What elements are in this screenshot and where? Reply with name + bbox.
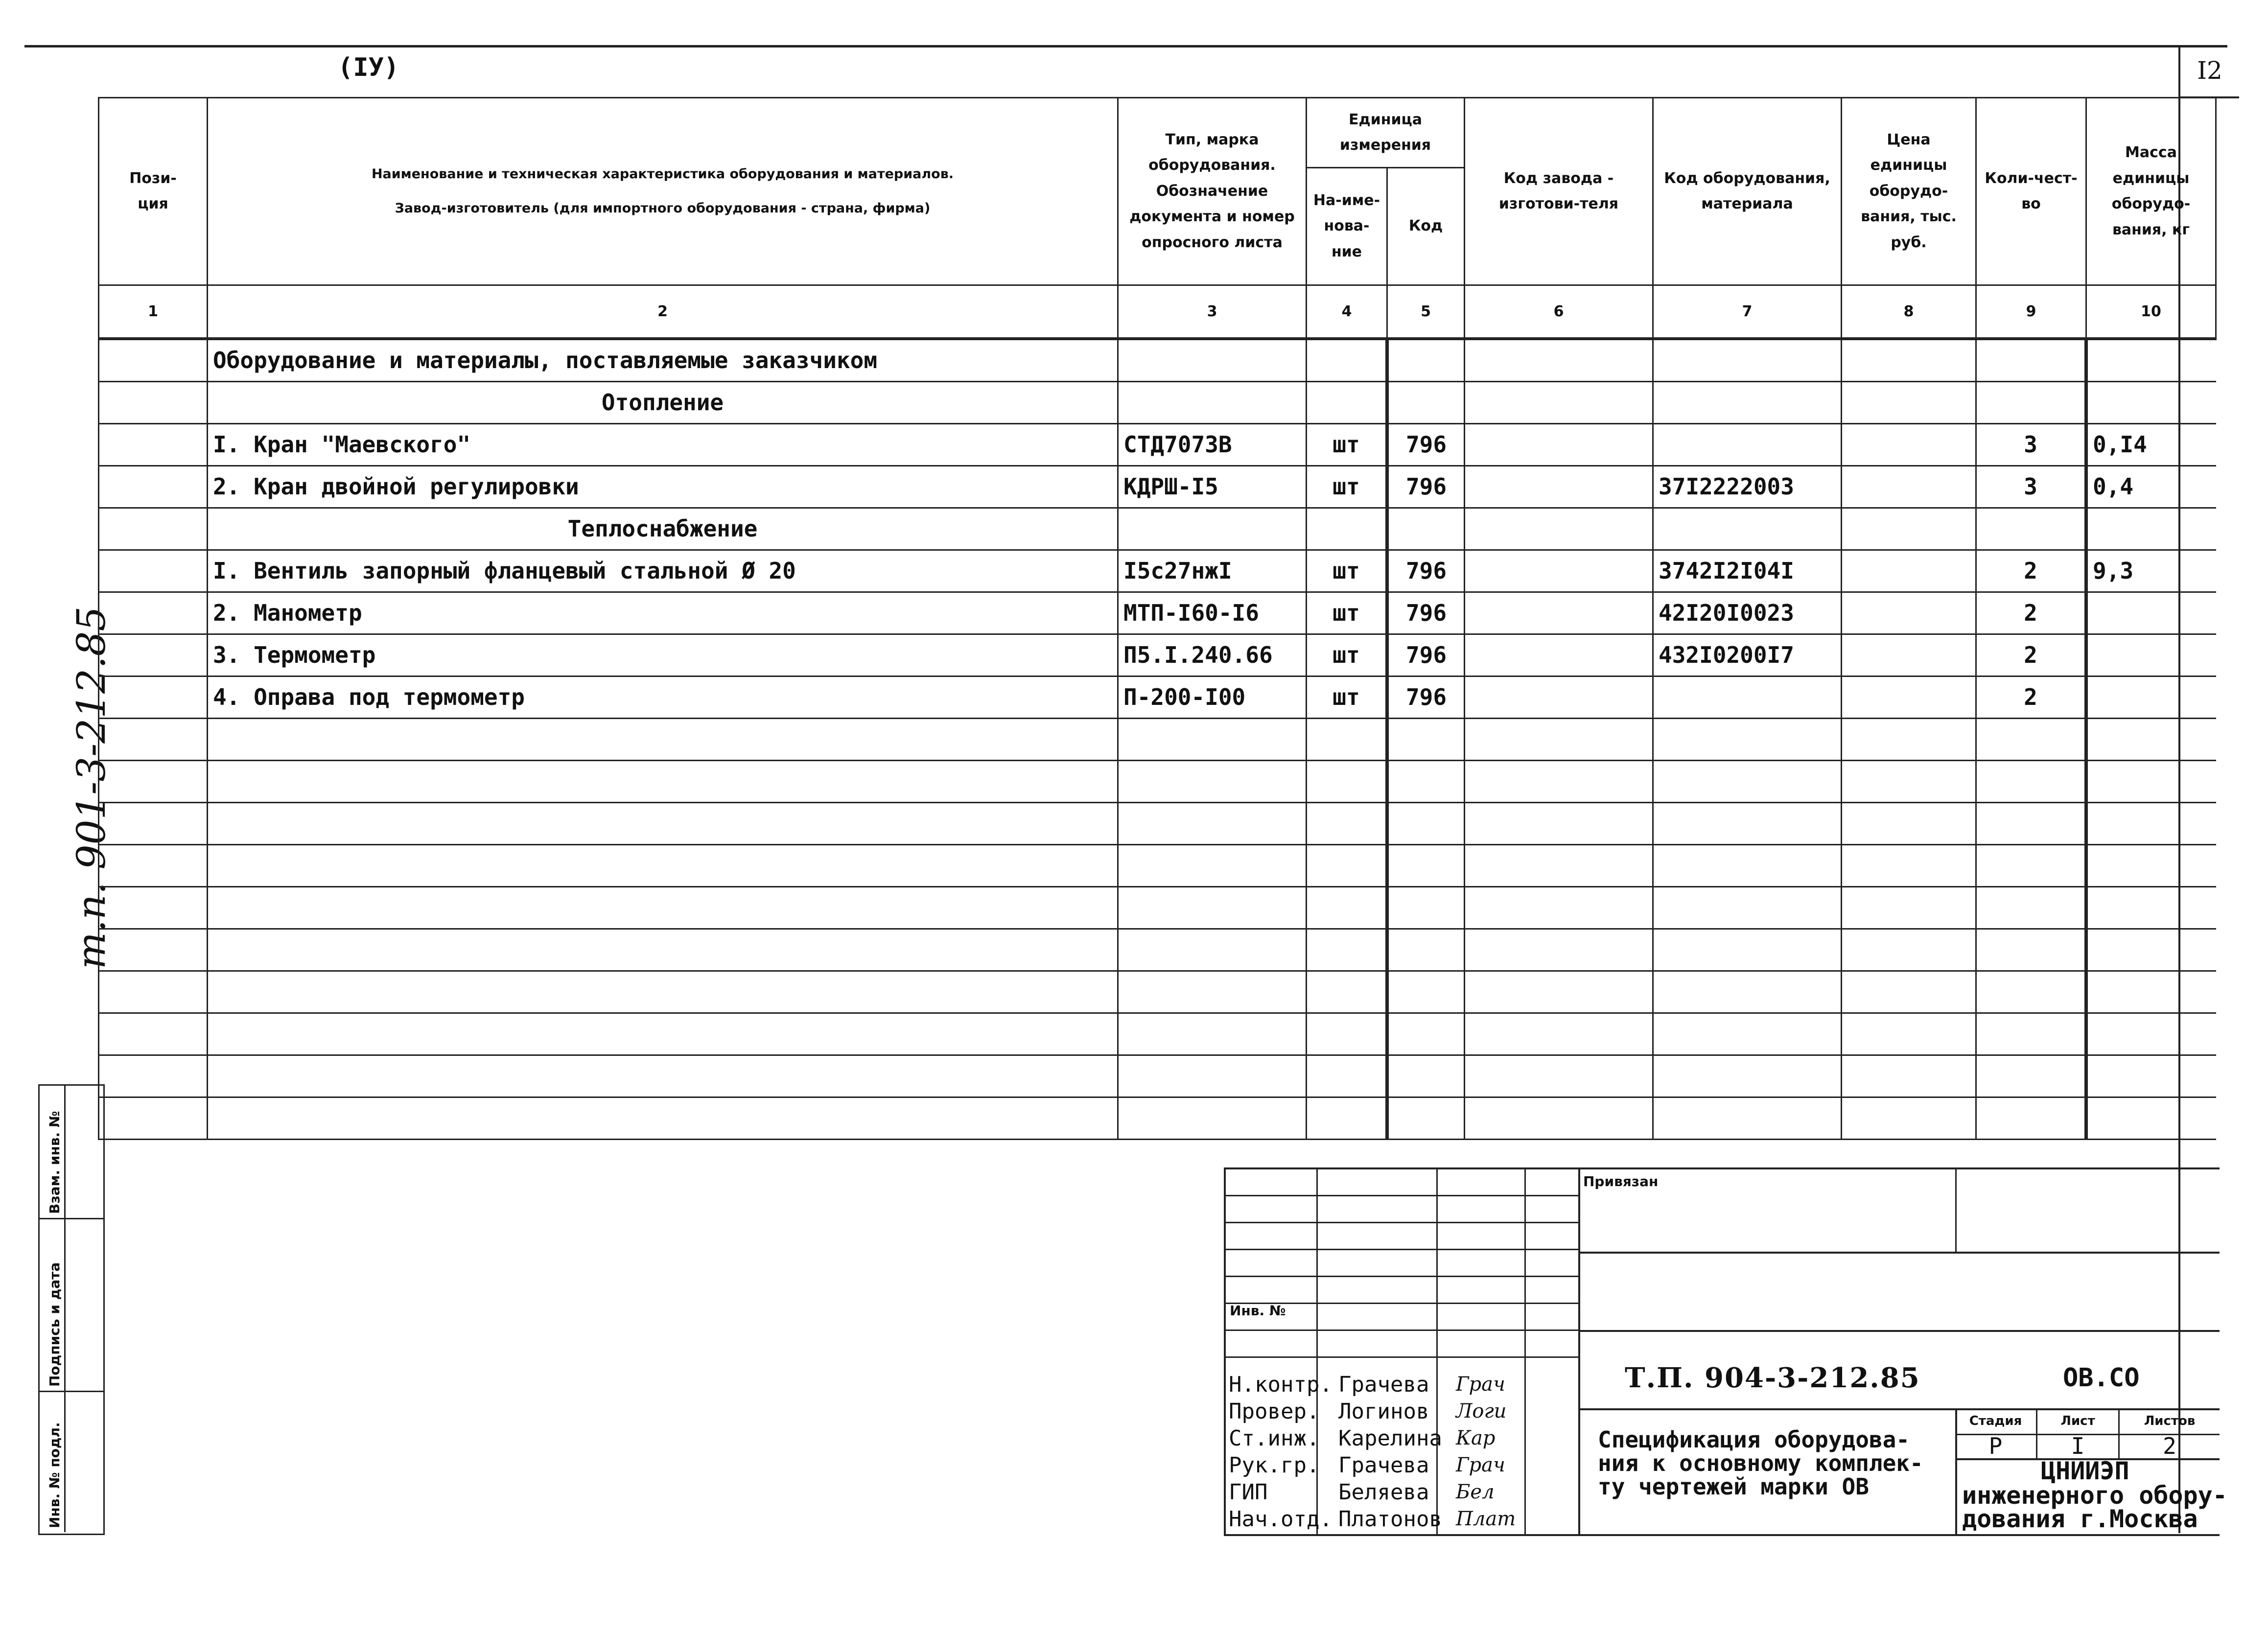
cell-equipment-code: 3742I2I04I bbox=[1653, 550, 1842, 592]
cell-position bbox=[99, 1013, 208, 1055]
cell-type bbox=[1118, 719, 1307, 761]
cell-type bbox=[1118, 761, 1307, 803]
revision-grid bbox=[1226, 1169, 1580, 1534]
cell-price bbox=[1842, 761, 1976, 803]
cell-price bbox=[1842, 719, 1976, 761]
cell-position bbox=[99, 971, 208, 1013]
podpis-cell bbox=[40, 1219, 103, 1392]
signature-role: Рук.гр. bbox=[1229, 1453, 1320, 1478]
signature-name: Грачева bbox=[1338, 1453, 1429, 1478]
cell-name: Оборудование и материалы, поставляемые заказчиком bbox=[208, 339, 1118, 382]
cell-equipment-code bbox=[1653, 929, 1842, 971]
cell-unit: шт bbox=[1307, 676, 1387, 719]
cell-equipment-code bbox=[1653, 719, 1842, 761]
cell-unit-code bbox=[1387, 845, 1465, 887]
stage-header bbox=[1955, 1408, 2220, 1435]
cell-price bbox=[1842, 887, 1976, 929]
cell-position bbox=[99, 761, 208, 803]
sheet-value: I bbox=[2037, 1434, 2120, 1458]
inv-cell bbox=[40, 1392, 103, 1532]
cell-name: Отопление bbox=[208, 382, 1118, 424]
cell-maker-code bbox=[1465, 424, 1653, 466]
cell-name: 4. Оправа под термометр bbox=[208, 676, 1118, 719]
cell-name bbox=[208, 971, 1118, 1013]
header-price: Цена единицы оборудо-вания, тыс. руб. bbox=[1842, 98, 1976, 285]
cell-mass bbox=[2086, 592, 2216, 634]
cell-name bbox=[208, 887, 1118, 929]
cell-position bbox=[99, 550, 208, 592]
cell-unit-code: 796 bbox=[1387, 424, 1465, 466]
cell-name bbox=[208, 761, 1118, 803]
cell-price bbox=[1842, 1013, 1976, 1055]
signature-sig: Логи bbox=[1456, 1400, 1507, 1422]
cell-unit-code bbox=[1387, 803, 1465, 845]
cell-maker-code bbox=[1465, 466, 1653, 508]
cell-equipment-code bbox=[1653, 1055, 1842, 1097]
cell-equipment-code bbox=[1653, 1097, 1842, 1140]
signature-row bbox=[1226, 1398, 1578, 1425]
cell-quantity bbox=[1976, 1097, 2086, 1140]
cell-position bbox=[99, 929, 208, 971]
cell-unit bbox=[1307, 339, 1387, 382]
cell-quantity bbox=[1976, 382, 2086, 424]
cell-equipment-code bbox=[1653, 845, 1842, 887]
cell-quantity: 3 bbox=[1976, 466, 2086, 508]
cell-unit-code bbox=[1387, 761, 1465, 803]
cell-quantity: 2 bbox=[1976, 634, 2086, 676]
cell-quantity: 3 bbox=[1976, 424, 2086, 466]
table-row bbox=[99, 845, 2216, 887]
cell-unit-code: 796 bbox=[1387, 592, 1465, 634]
org-line: дования г.Москва bbox=[1962, 1505, 2198, 1533]
colnum: 4 bbox=[1307, 285, 1387, 339]
cell-position bbox=[99, 508, 208, 550]
header-maker-code: Код завода - изготови-теля bbox=[1465, 98, 1653, 285]
signature-role: Ст.инж. bbox=[1229, 1426, 1320, 1451]
signature-row bbox=[1226, 1371, 1578, 1398]
cell-price bbox=[1842, 676, 1976, 719]
cell-name: I. Кран "Маевского" bbox=[208, 424, 1118, 466]
cell-unit bbox=[1307, 1013, 1387, 1055]
colnum: 7 bbox=[1653, 285, 1842, 339]
cell-unit bbox=[1307, 719, 1387, 761]
cell-name: Теплоснабжение bbox=[208, 508, 1118, 550]
signature-name: Карелина bbox=[1338, 1426, 1442, 1451]
cell-quantity bbox=[1976, 719, 2086, 761]
cell-maker-code bbox=[1465, 845, 1653, 887]
cell-unit-code bbox=[1387, 929, 1465, 971]
table-row bbox=[99, 971, 2216, 1013]
cell-maker-code bbox=[1465, 550, 1653, 592]
cell-equipment-code bbox=[1653, 1013, 1842, 1055]
table-row bbox=[99, 803, 2216, 845]
top-code: (IУ) bbox=[338, 53, 399, 82]
doc-code-row bbox=[1578, 1330, 2220, 1410]
cell-price bbox=[1842, 1055, 1976, 1097]
signature-name: Платонов bbox=[1338, 1507, 1442, 1532]
cell-quantity bbox=[1976, 887, 2086, 929]
cell-mass bbox=[2086, 1013, 2216, 1055]
cell-unit bbox=[1307, 929, 1387, 971]
cell-maker-code bbox=[1465, 1013, 1653, 1055]
cell-type: П-200-I00 bbox=[1118, 676, 1307, 719]
cell-mass: 9,3 bbox=[2086, 550, 2216, 592]
title-line: ту чертежей марки ОВ bbox=[1598, 1473, 1869, 1500]
cell-name bbox=[208, 845, 1118, 887]
cell-type bbox=[1118, 845, 1307, 887]
table-row bbox=[99, 929, 2216, 971]
cell-mass bbox=[2086, 845, 2216, 887]
cell-position bbox=[99, 719, 208, 761]
cell-type: МТП-I60-I6 bbox=[1118, 592, 1307, 634]
stage-value: Р bbox=[1955, 1434, 2037, 1458]
cell-price bbox=[1842, 592, 1976, 634]
cell-unit-code bbox=[1387, 508, 1465, 550]
organization bbox=[1955, 1457, 2227, 1534]
colnum: 10 bbox=[2086, 285, 2216, 339]
cell-price bbox=[1842, 634, 1976, 676]
table-row bbox=[99, 1055, 2216, 1097]
title-block bbox=[1224, 1167, 2227, 1536]
cell-quantity bbox=[1976, 508, 2086, 550]
cell-equipment-code bbox=[1653, 676, 1842, 719]
colnum: 8 bbox=[1842, 285, 1976, 339]
cell-position bbox=[99, 1055, 208, 1097]
header-mass: Масса единицы оборудо-вания, кг bbox=[2086, 98, 2216, 285]
cell-position bbox=[99, 466, 208, 508]
cell-unit: шт bbox=[1307, 466, 1387, 508]
colnum: 9 bbox=[1976, 285, 2086, 339]
cell-unit bbox=[1307, 845, 1387, 887]
table-row bbox=[99, 382, 2216, 424]
inv-no-label: Инв. № bbox=[1230, 1303, 1286, 1319]
cell-mass bbox=[2086, 1097, 2216, 1140]
cell-unit-code: 796 bbox=[1387, 550, 1465, 592]
cell-maker-code bbox=[1465, 634, 1653, 676]
cell-unit bbox=[1307, 803, 1387, 845]
signature-name: Беляева bbox=[1338, 1480, 1429, 1505]
cell-type bbox=[1118, 971, 1307, 1013]
cell-price bbox=[1842, 929, 1976, 971]
cell-unit bbox=[1307, 971, 1387, 1013]
cell-equipment-code bbox=[1653, 339, 1842, 382]
cell-mass bbox=[2086, 1055, 2216, 1097]
signature-name: Логинов bbox=[1338, 1399, 1429, 1424]
cell-type bbox=[1118, 1097, 1307, 1140]
cell-position bbox=[99, 382, 208, 424]
cell-maker-code bbox=[1465, 887, 1653, 929]
vzam-cell bbox=[40, 1086, 103, 1219]
doc-code: Т.П. 904-3-212.85 bbox=[1625, 1362, 1920, 1394]
vertical-doc-code: т.п. 901-3-212.85 bbox=[69, 606, 114, 969]
cell-quantity bbox=[1976, 803, 2086, 845]
cell-unit: шт bbox=[1307, 634, 1387, 676]
table-row bbox=[99, 424, 2216, 466]
table-row bbox=[99, 887, 2216, 929]
specification-table bbox=[98, 97, 2217, 1140]
cell-name bbox=[208, 719, 1118, 761]
cell-position bbox=[99, 676, 208, 719]
cell-position bbox=[99, 634, 208, 676]
cell-position bbox=[99, 1097, 208, 1140]
org-line: инженерного обору- bbox=[1962, 1481, 2227, 1510]
table-row bbox=[99, 761, 2216, 803]
signature-sig: Грач bbox=[1456, 1454, 1505, 1476]
header-unit-group: Единица измерения bbox=[1307, 98, 1465, 168]
header-position: Пози- ция bbox=[99, 98, 208, 285]
cell-unit-code bbox=[1387, 1097, 1465, 1140]
cell-maker-code bbox=[1465, 1055, 1653, 1097]
cell-unit: шт bbox=[1307, 424, 1387, 466]
table-row bbox=[99, 466, 2216, 508]
cell-quantity bbox=[1976, 761, 2086, 803]
cell-maker-code bbox=[1465, 508, 1653, 550]
cell-position bbox=[99, 592, 208, 634]
cell-mass bbox=[2086, 971, 2216, 1013]
signature-row bbox=[1226, 1479, 1578, 1506]
cell-mass: 0,4 bbox=[2086, 466, 2216, 508]
cell-price bbox=[1842, 803, 1976, 845]
top-border-line bbox=[24, 45, 2227, 47]
header-quantity: Коли-чест-во bbox=[1976, 98, 2086, 285]
sheet-number: I2 bbox=[2178, 45, 2239, 98]
cell-name bbox=[208, 1097, 1118, 1140]
cell-unit-code bbox=[1387, 887, 1465, 929]
doc-mark: ОВ.СО bbox=[2063, 1363, 2140, 1393]
signature-name: Грачева bbox=[1338, 1372, 1429, 1397]
cell-maker-code bbox=[1465, 719, 1653, 761]
cell-equipment-code bbox=[1653, 971, 1842, 1013]
sheets-label: Листов bbox=[2144, 1414, 2196, 1428]
cell-price bbox=[1842, 424, 1976, 466]
table-row bbox=[99, 1097, 2216, 1140]
header-unit-name: На-име-нова-ние bbox=[1307, 168, 1387, 285]
cell-type bbox=[1118, 382, 1307, 424]
privyazan-cell bbox=[1578, 1169, 2220, 1254]
signature-role: Н.контр. bbox=[1229, 1372, 1333, 1397]
header-name: Наименование и техническая характеристика оборудования и материалов. Завод-изготовитель (для импортного оборудования - страна, фирма) bbox=[208, 98, 1118, 285]
cell-maker-code bbox=[1465, 971, 1653, 1013]
cell-price bbox=[1842, 339, 1976, 382]
cell-unit-code bbox=[1387, 971, 1465, 1013]
cell-position bbox=[99, 424, 208, 466]
signature-role: Нач.отд. bbox=[1229, 1507, 1333, 1532]
cell-unit: шт bbox=[1307, 592, 1387, 634]
cell-name: 3. Термометр bbox=[208, 634, 1118, 676]
cell-unit-code bbox=[1387, 1055, 1465, 1097]
cell-unit bbox=[1307, 1055, 1387, 1097]
cell-type bbox=[1118, 929, 1307, 971]
cell-name bbox=[208, 1055, 1118, 1097]
header-equipment-code: Код оборудования, материала bbox=[1653, 98, 1842, 285]
header-type: Тип, марка оборудования. Обозначение документа и номер опросного листа bbox=[1118, 98, 1307, 285]
cell-unit-code: 796 bbox=[1387, 634, 1465, 676]
cell-type bbox=[1118, 1055, 1307, 1097]
cell-unit-code bbox=[1387, 382, 1465, 424]
cell-price bbox=[1842, 1097, 1976, 1140]
cell-equipment-code bbox=[1653, 803, 1842, 845]
org-line: ЦНИИЭП bbox=[2041, 1457, 2129, 1485]
cell-name bbox=[208, 803, 1118, 845]
table-row bbox=[99, 719, 2216, 761]
cell-unit-code: 796 bbox=[1387, 676, 1465, 719]
cell-quantity: 2 bbox=[1976, 676, 2086, 719]
cell-quantity bbox=[1976, 929, 2086, 971]
signature-role: ГИП bbox=[1229, 1480, 1268, 1505]
cell-mass bbox=[2086, 339, 2216, 382]
sheet-label: Лист bbox=[2037, 1408, 2120, 1434]
cell-type bbox=[1118, 1013, 1307, 1055]
cell-mass bbox=[2086, 719, 2216, 761]
sheets-value: 2 bbox=[2163, 1433, 2176, 1459]
table-row bbox=[99, 1013, 2216, 1055]
cell-position bbox=[99, 845, 208, 887]
cell-type bbox=[1118, 887, 1307, 929]
cell-name bbox=[208, 1013, 1118, 1055]
cell-quantity bbox=[1976, 339, 2086, 382]
cell-unit-code bbox=[1387, 719, 1465, 761]
cell-equipment-code: 42I20I0023 bbox=[1653, 592, 1842, 634]
signature-row bbox=[1226, 1452, 1578, 1479]
podpis-label: Подпись и дата bbox=[47, 1262, 63, 1387]
cell-type bbox=[1118, 339, 1307, 382]
cell-equipment-code bbox=[1653, 424, 1842, 466]
inv-label: Инв. № подл. bbox=[47, 1422, 63, 1528]
table-row bbox=[99, 508, 2216, 550]
colnum: 2 bbox=[208, 285, 1118, 339]
cell-mass bbox=[2086, 803, 2216, 845]
cell-price bbox=[1842, 382, 1976, 424]
vzam-label: Взам. инв. № bbox=[47, 1111, 63, 1214]
cell-unit-code: 796 bbox=[1387, 466, 1465, 508]
signature-sig: Плат bbox=[1456, 1508, 1516, 1530]
cell-unit bbox=[1307, 508, 1387, 550]
table-row bbox=[99, 634, 2216, 676]
cell-mass: 0,I4 bbox=[2086, 424, 2216, 466]
cell-type bbox=[1118, 803, 1307, 845]
cell-mass bbox=[2086, 508, 2216, 550]
cell-maker-code bbox=[1465, 929, 1653, 971]
cell-mass bbox=[2086, 761, 2216, 803]
cell-name: I. Вентиль запорный фланцевый стальной Ø 20 bbox=[208, 550, 1118, 592]
blank-row bbox=[1578, 1252, 2220, 1332]
stage-values bbox=[1955, 1434, 2220, 1460]
cell-price bbox=[1842, 971, 1976, 1013]
cell-name: 2. Кран двойной регулировки bbox=[208, 466, 1118, 508]
cell-maker-code bbox=[1465, 761, 1653, 803]
table-row bbox=[99, 592, 2216, 634]
stage-label: Стадия bbox=[1955, 1408, 2037, 1434]
cell-equipment-code bbox=[1653, 887, 1842, 929]
cell-type: I5с27нжI bbox=[1118, 550, 1307, 592]
cell-position bbox=[99, 339, 208, 382]
cell-type bbox=[1118, 508, 1307, 550]
title-line: ния к основному комплек- bbox=[1598, 1450, 1923, 1476]
colnum: 5 bbox=[1387, 285, 1465, 339]
cell-equipment-code bbox=[1653, 761, 1842, 803]
cell-quantity: 2 bbox=[1976, 550, 2086, 592]
cell-equipment-code: 37I2222003 bbox=[1653, 466, 1842, 508]
colnum: 1 bbox=[99, 285, 208, 339]
cell-price bbox=[1842, 845, 1976, 887]
cell-unit bbox=[1307, 761, 1387, 803]
cell-equipment-code bbox=[1653, 508, 1842, 550]
header-unit-code: Код bbox=[1387, 168, 1465, 285]
signature-sig: Бел bbox=[1456, 1481, 1495, 1503]
doc-title bbox=[1578, 1408, 1957, 1534]
cell-unit: шт bbox=[1307, 550, 1387, 592]
cell-position bbox=[99, 887, 208, 929]
cell-quantity bbox=[1976, 845, 2086, 887]
margin-stamp bbox=[38, 1084, 105, 1535]
cell-type: П5.I.240.66 bbox=[1118, 634, 1307, 676]
cell-name: 2. Манометр bbox=[208, 592, 1118, 634]
cell-maker-code bbox=[1465, 803, 1653, 845]
cell-position bbox=[99, 803, 208, 845]
signature-sig: Кар bbox=[1456, 1427, 1496, 1449]
privyazan-label: Привязан bbox=[1583, 1173, 1659, 1189]
cell-price bbox=[1842, 466, 1976, 508]
cell-mass bbox=[2086, 634, 2216, 676]
cell-quantity bbox=[1976, 1055, 2086, 1097]
signature-sig: Грач bbox=[1456, 1373, 1505, 1396]
cell-unit bbox=[1307, 382, 1387, 424]
cell-unit bbox=[1307, 1097, 1387, 1140]
cell-maker-code bbox=[1465, 382, 1653, 424]
cell-mass bbox=[2086, 676, 2216, 719]
signature-row bbox=[1226, 1425, 1578, 1452]
cell-maker-code bbox=[1465, 592, 1653, 634]
cell-unit-code bbox=[1387, 339, 1465, 382]
cell-mass bbox=[2086, 382, 2216, 424]
colnum: 3 bbox=[1118, 285, 1307, 339]
title-line: Спецификация оборудова- bbox=[1598, 1426, 1910, 1453]
signature-row bbox=[1226, 1506, 1578, 1533]
table-row bbox=[99, 550, 2216, 592]
cell-maker-code bbox=[1465, 339, 1653, 382]
cell-quantity bbox=[1976, 971, 2086, 1013]
cell-price bbox=[1842, 550, 1976, 592]
cell-quantity bbox=[1976, 1013, 2086, 1055]
cell-unit bbox=[1307, 887, 1387, 929]
cell-maker-code bbox=[1465, 676, 1653, 719]
signature-role: Провер. bbox=[1229, 1399, 1320, 1424]
table-row bbox=[99, 339, 2216, 382]
cell-mass bbox=[2086, 929, 2216, 971]
cell-mass bbox=[2086, 887, 2216, 929]
cell-name bbox=[208, 929, 1118, 971]
cell-maker-code bbox=[1465, 1097, 1653, 1140]
table-row bbox=[99, 676, 2216, 719]
cell-type: КДРШ-I5 bbox=[1118, 466, 1307, 508]
cell-equipment-code: 432I0200I7 bbox=[1653, 634, 1842, 676]
cell-equipment-code bbox=[1653, 382, 1842, 424]
cell-price bbox=[1842, 508, 1976, 550]
cell-type: СТД7073В bbox=[1118, 424, 1307, 466]
cell-unit-code bbox=[1387, 1013, 1465, 1055]
colnum: 6 bbox=[1465, 285, 1653, 339]
cell-quantity: 2 bbox=[1976, 592, 2086, 634]
